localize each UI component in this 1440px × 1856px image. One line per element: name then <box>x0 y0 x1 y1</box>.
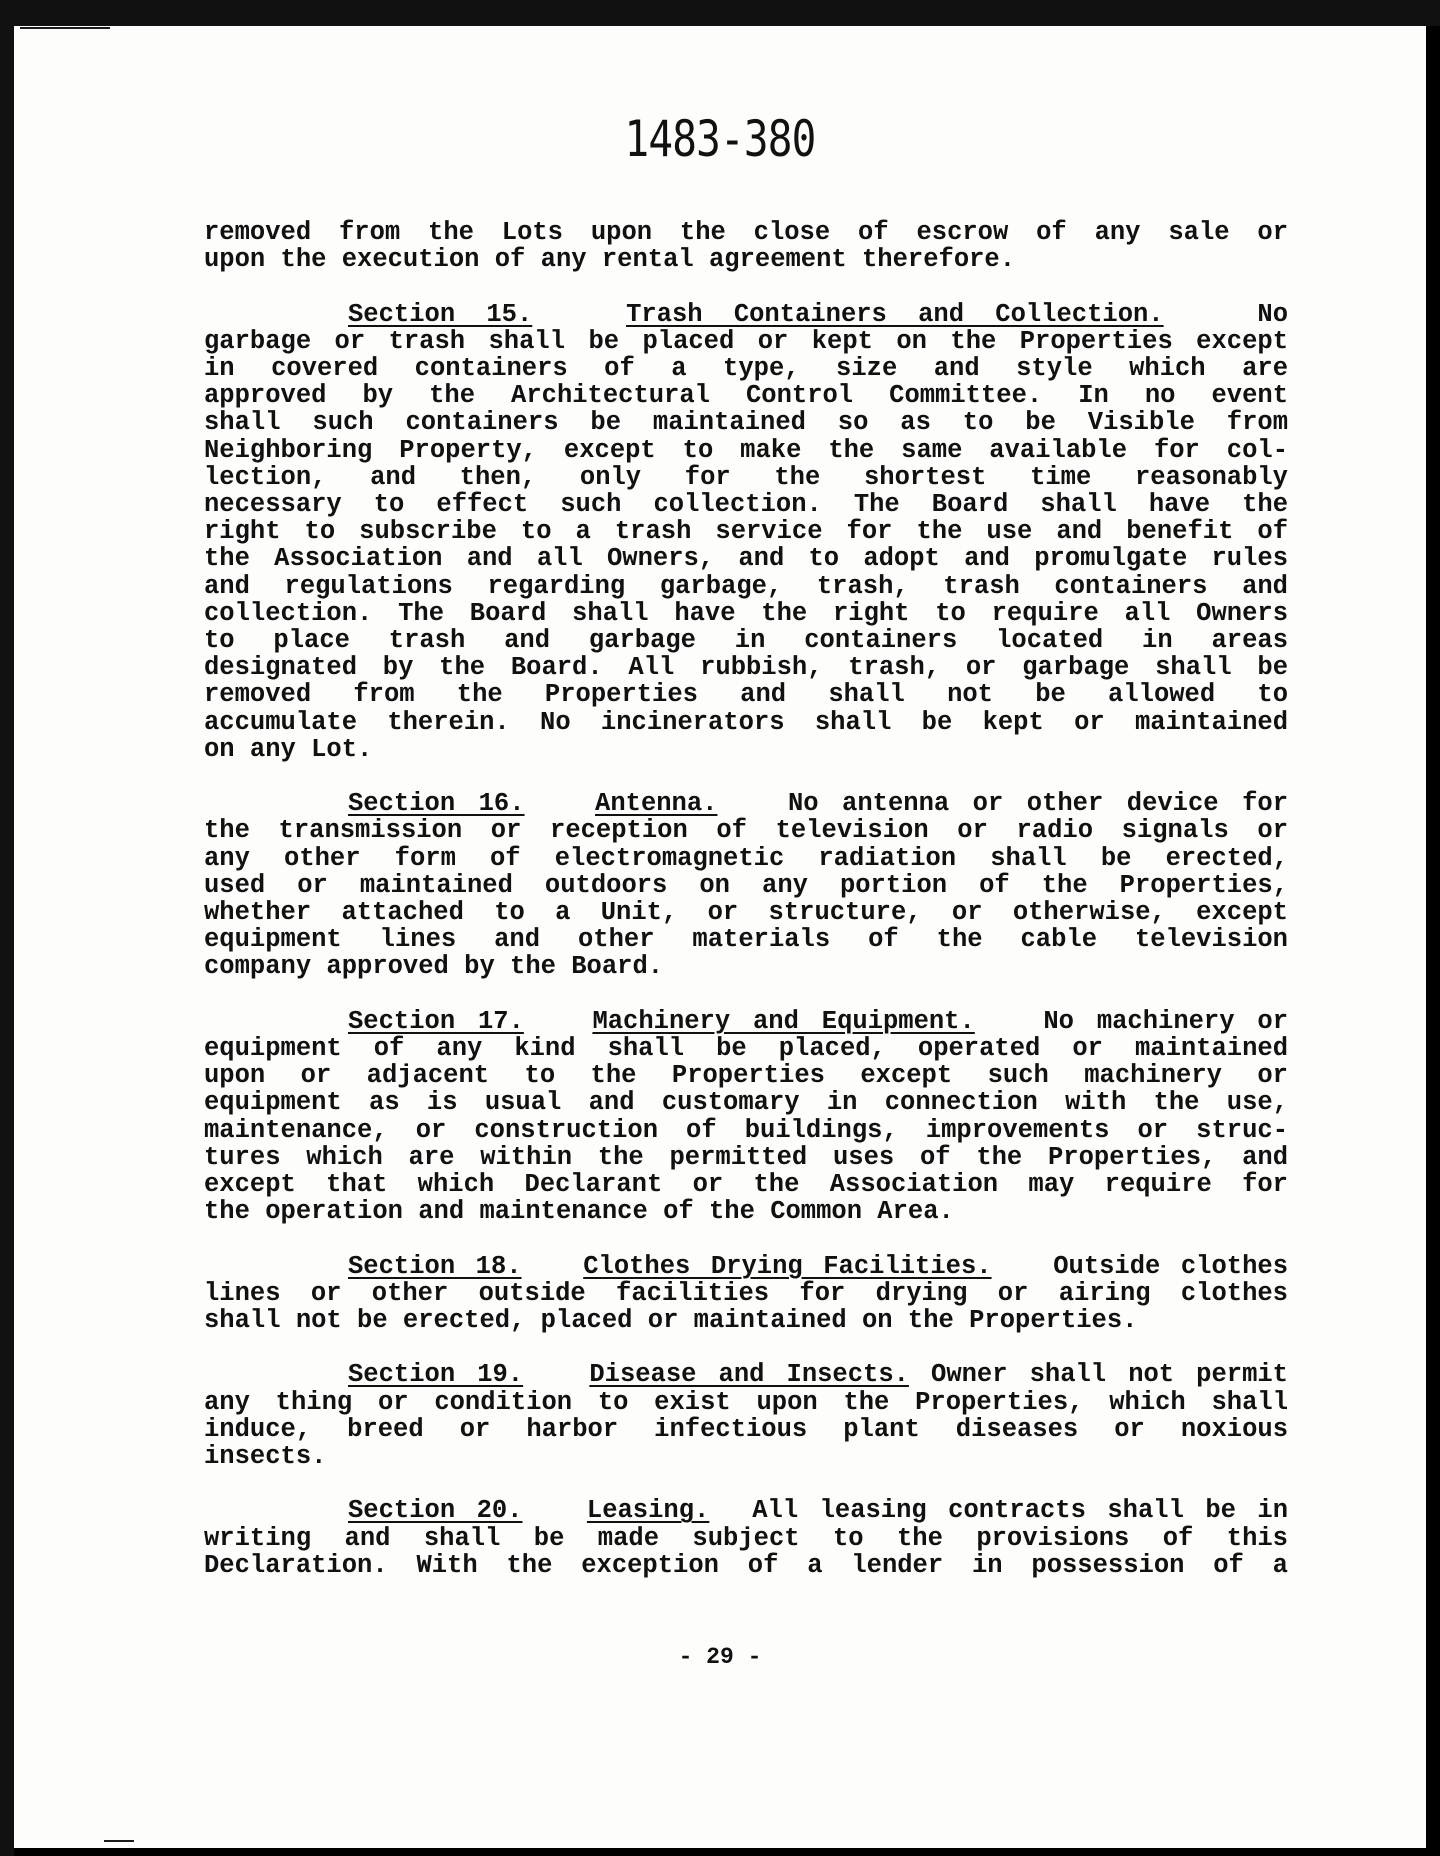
text-line: upon the execution of any rental agreement therefore. <box>204 245 1016 275</box>
section-18-paragraph <box>204 1253 1288 1335</box>
text-line: company approved by the Board. <box>204 952 664 982</box>
section-title: Antenna. <box>595 789 718 819</box>
text-line: lection, and then, only for the shortest time reasonably <box>204 462 1288 492</box>
text-line: removed from the Properties and shall not be allowed to <box>204 680 1288 710</box>
section-number: Section 15. <box>348 299 533 329</box>
text-line: garbage or trash shall be placed or kept on the Properties except <box>204 326 1288 356</box>
text-line: on any Lot. <box>204 734 373 764</box>
section-text: All leasing contracts shall be in <box>752 1496 1289 1526</box>
section-heading-line <box>204 1361 1288 1388</box>
text-line: upon or adjacent to the Properties except such machinery or <box>204 1061 1288 1091</box>
text-line: Declaration. With the exception of a lender in possession of a <box>204 1550 1288 1580</box>
text-line: any other form of electromagnetic radiation shall be erected, <box>204 843 1288 873</box>
text-line: whether attached to a Unit, or structure, or otherwise, except <box>204 898 1288 928</box>
section-15-paragraph <box>204 301 1288 763</box>
text-line: equipment of any kind shall be placed, operated or maintained <box>204 1034 1288 1064</box>
section-16-paragraph <box>204 790 1288 980</box>
section-heading-line <box>204 1497 1288 1524</box>
text-line: equipment lines and other materials of the cable television <box>204 925 1288 955</box>
document-body <box>204 219 1288 1606</box>
text-line: removed from the Lots upon the close of escrow of any sale or <box>204 218 1288 247</box>
text-line: shall such containers be maintained so as to be Visible from <box>204 408 1288 438</box>
section-number: Section 18. <box>348 1251 522 1281</box>
document-page <box>14 26 1426 1848</box>
section-number: Section 16. <box>348 789 525 819</box>
section-number: Section 20. <box>348 1496 523 1526</box>
intro-paragraph <box>204 219 1288 273</box>
section-heading-line <box>204 1008 1288 1035</box>
text-line: in covered containers of a type, size and style which are <box>204 354 1288 383</box>
section-20-paragraph <box>204 1497 1288 1579</box>
section-text: No <box>1257 299 1288 329</box>
text-line: shall not be erected, placed or maintained on the Properties. <box>204 1306 1138 1336</box>
section-title: Clothes Drying Facilities. <box>583 1251 992 1281</box>
text-line: any thing or condition to exist upon the Properties, which shall <box>204 1387 1288 1417</box>
section-text: Owner shall not permit <box>931 1360 1288 1390</box>
text-line: equipment as is usual and customary in connection with the use, <box>204 1088 1288 1118</box>
scan-border-left <box>0 0 14 1856</box>
text-line: insects. <box>204 1442 327 1472</box>
scan-border-top <box>0 0 1440 26</box>
text-line: Neighboring Property, except to make the same available for col- <box>204 435 1288 465</box>
section-text: No antenna or other device for <box>787 789 1288 819</box>
section-title: Machinery and Equipment. <box>592 1006 975 1036</box>
section-number: Section 17. <box>348 1006 524 1036</box>
scan-artifact-top-left <box>20 27 110 29</box>
section-number: Section 19. <box>348 1360 524 1390</box>
text-line: and regulations regarding garbage, trash, trash containers and <box>204 571 1288 601</box>
text-line: writing and shall be made subject to the provisions of this <box>204 1523 1288 1553</box>
text-line: tures which are within the permitted uses of the Properties, and <box>204 1142 1288 1172</box>
text-line: used or maintained outdoors on any portion of the Properties, <box>204 870 1288 900</box>
text-line: the transmission or reception of television or radio signals or <box>204 816 1288 846</box>
text-line: induce, breed or harbor infectious plant diseases or noxious <box>204 1414 1288 1444</box>
text-line: approved by the Architectural Control Committee. In no event <box>204 381 1288 411</box>
text-line: designated by the Board. All rubbish, trash, or garbage shall be <box>204 653 1288 683</box>
text-line: necessary to effect such collection. The Board shall have the <box>204 490 1288 520</box>
section-title: Leasing. <box>586 1496 710 1526</box>
text-line: the operation and maintenance of the Common Area. <box>204 1197 954 1227</box>
document-number: 1483-380 <box>624 110 816 168</box>
text-line: the Association and all Owners, and to adopt and promulgate rules <box>204 544 1288 574</box>
section-text: No machinery or <box>1043 1006 1288 1036</box>
text-line: lines or other outside facilities for drying or airing clothes <box>204 1278 1288 1308</box>
page-number: - 29 - <box>678 1644 762 1670</box>
text-line: accumulate therein. No incinerators shall be kept or maintained <box>204 707 1288 737</box>
text-line: to place trash and garbage in containers located in areas <box>204 626 1288 656</box>
section-heading-line <box>204 1253 1288 1280</box>
section-heading-line <box>204 790 1288 817</box>
text-line: except that which Declarant or the Association may require for <box>204 1170 1288 1200</box>
text-line: right to subscribe to a trash service for the use and benefit of <box>204 517 1288 547</box>
section-title: Disease and Insects. <box>589 1360 909 1390</box>
text-line: collection. The Board shall have the right to require all Owners <box>204 598 1288 628</box>
section-19-paragraph <box>204 1361 1288 1470</box>
section-heading-line <box>204 301 1288 328</box>
text-line: maintenance, or construction of buildings, improvements or struc- <box>204 1115 1288 1145</box>
section-17-paragraph <box>204 1008 1288 1226</box>
scan-artifact-bottom-left <box>104 1840 134 1842</box>
section-text: Outside clothes <box>1053 1251 1288 1281</box>
section-title: Trash Containers and Collection. <box>626 299 1164 329</box>
